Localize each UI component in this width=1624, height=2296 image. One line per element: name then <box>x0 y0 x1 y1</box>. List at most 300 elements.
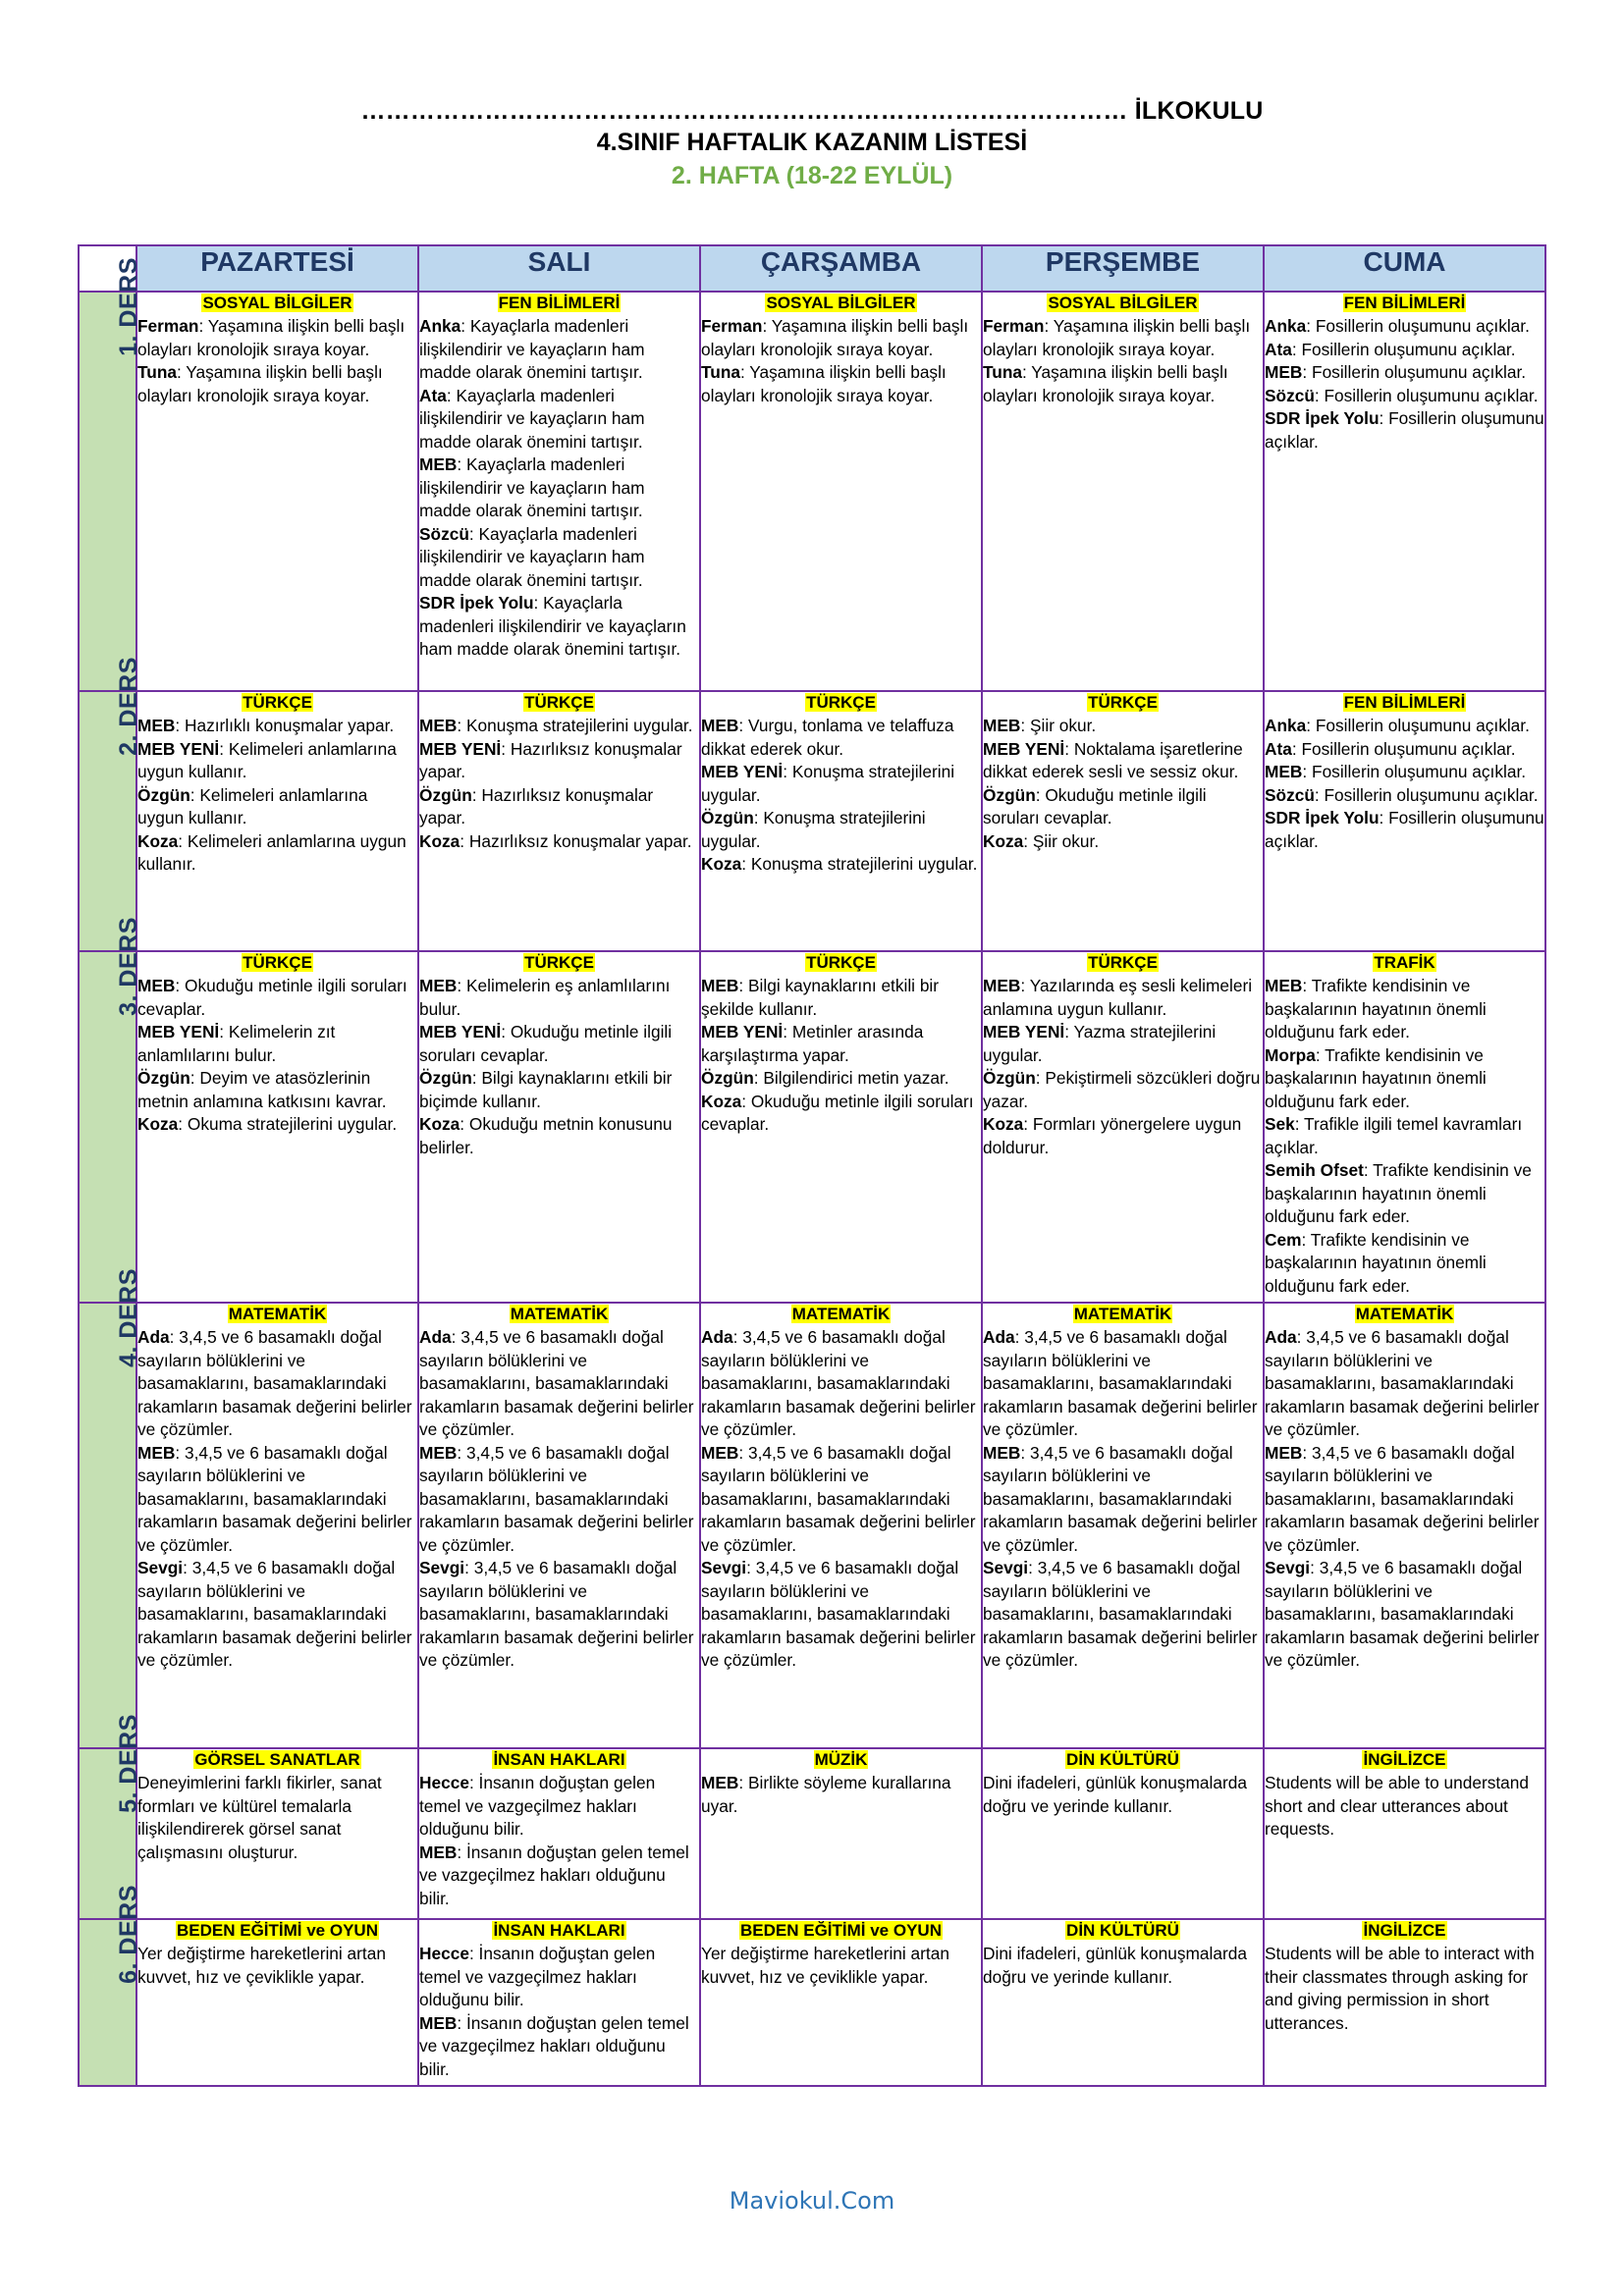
subject-label: MATEMATİK <box>791 1305 891 1323</box>
subject-heading <box>137 692 417 714</box>
subject-heading <box>983 1920 1263 1942</box>
outcome-entry <box>419 1113 699 1159</box>
subject-heading <box>983 692 1263 714</box>
publisher-name: MEB <box>1265 362 1303 382</box>
outcome-entry <box>983 361 1263 407</box>
outcome-text: : Trafikte kendisinin ve başkalarının hayatının önemli olduğunu fark eder. <box>1265 1229 1487 1296</box>
outcome-text: : Yaşamına ilişkin belli başlı olayları kronolojik sıraya koyar. <box>701 316 969 359</box>
outcome-entry <box>419 975 699 1021</box>
publisher-name: MEB YENİ <box>701 762 784 781</box>
outcome-entry <box>701 1091 981 1137</box>
publisher-name: Ada <box>701 1327 733 1347</box>
outcome-text: : Kayaçlarla madenleri ilişkilendirir ve kayaçların ham madde olarak önemini tartışır. <box>419 385 645 452</box>
outcome-text: : Kelimeleri anlamlarına uygun kullanır. <box>137 784 368 828</box>
outcome-entry <box>137 738 417 784</box>
outcome-entry <box>983 1943 1263 1989</box>
outcome-entry <box>701 1557 981 1673</box>
lesson-cell <box>136 292 418 691</box>
lesson-label: 5. DERS <box>114 1714 142 1813</box>
publisher-name: Ferman <box>701 316 763 336</box>
subject-label: BEDEN EĞİTİMİ ve OYUN <box>177 1921 378 1940</box>
outcome-text: : Bilgi kaynaklarını etkili bir biçimde kullanır. <box>419 1068 673 1111</box>
subject-label: SOSYAL BİLGİLER <box>766 294 916 312</box>
publisher-name: Koza <box>137 1114 179 1134</box>
outcome-text: : Kayaçlarla madenleri ilişkilendirir ve kayaçların ham madde olarak önemini tartışır. <box>419 454 645 520</box>
outcome-entry <box>137 1326 417 1442</box>
lesson-cell <box>982 1748 1264 1919</box>
subject-heading <box>137 952 417 974</box>
subject-label: TÜRKÇE <box>524 693 594 712</box>
outcome-text: : Fosillerin oluşumunu açıklar. <box>1314 385 1539 405</box>
lesson-row-header <box>79 1268 142 1748</box>
day-header-tuesday: SALI <box>418 245 700 292</box>
outcome-text: : Birlikte söyleme kurallarına uyar. <box>701 1773 951 1816</box>
outcome-text: : 3,4,5 ve 6 basamaklı doğal sayıların bölüklerini ve basamaklarını, basamaklarındaki rakamların basamak değerini belirler ve çözümler. <box>983 1442 1258 1555</box>
publisher-name: MEB <box>1265 1442 1303 1463</box>
outcome-text: : Kelimelerin eş anlamlılarını bulur. <box>419 976 671 1019</box>
outcome-text: : Trafikte kendisinin ve başkalarının hayatının önemli olduğunu fark eder. <box>1265 1044 1487 1111</box>
lesson-cell <box>418 292 700 691</box>
subject-label: TÜRKÇE <box>806 693 876 712</box>
outcome-entry <box>1265 1044 1544 1114</box>
publisher-name: Hecce <box>419 1773 469 1792</box>
lesson-cell <box>700 951 982 1303</box>
outcome-entry <box>983 975 1263 1021</box>
subject-label: TÜRKÇE <box>1088 953 1158 972</box>
outcome-entry <box>983 1326 1263 1442</box>
subject-label: TÜRKÇE <box>806 953 876 972</box>
subject-heading <box>1265 1304 1544 1325</box>
lesson-row <box>79 1748 1545 1919</box>
subject-heading <box>1265 952 1544 974</box>
lesson-cell <box>700 1919 982 2086</box>
publisher-name: Özgün <box>137 1068 190 1088</box>
publisher-name: Morpa <box>1265 1044 1316 1065</box>
outcome-entry <box>137 1021 417 1067</box>
lesson-cell <box>1264 292 1545 691</box>
outcome-text: : Hazırlıksız konuşmalar yapar. <box>460 830 692 851</box>
lesson-cell <box>700 292 982 691</box>
outcome-entry <box>1265 715 1544 738</box>
publisher-name: MEB <box>983 716 1021 735</box>
lesson-cell <box>1264 951 1545 1303</box>
outcome-entry <box>419 830 699 854</box>
outcome-entry <box>983 1442 1263 1558</box>
outcome-text: : Trafikte kendisinin ve başkalarının hayatının önemli olduğunu fark eder. <box>1265 1160 1532 1226</box>
outcome-text: : Fosillerin oluşumunu açıklar. <box>1291 738 1516 759</box>
publisher-name: SDR İpek Yolu <box>419 593 534 613</box>
subject-heading <box>983 293 1263 314</box>
publisher-name: MEB <box>419 716 458 735</box>
publisher-name: Özgün <box>983 784 1036 805</box>
outcome-entry <box>419 315 699 385</box>
publisher-name: MEB <box>419 1842 458 1862</box>
outcome-text: : Okuduğu metnin konusunu belirler. <box>419 1114 673 1157</box>
subject-label: SOSYAL BİLGİLER <box>1048 294 1198 312</box>
subject-heading <box>983 952 1263 974</box>
outcome-text: Yer değiştirme hareketlerini artan kuvvet, hız ve çeviklikle yapar. <box>701 1944 949 1987</box>
lesson-label: 2. DERS <box>114 657 142 756</box>
outcome-text: : 3,4,5 ve 6 basamaklı doğal sayıların bölüklerini ve basamaklarını, basamaklarındaki rakamların basamak değerini belirler ve çözümler. <box>983 1558 1258 1670</box>
subject-label: İNGİLİZCE <box>1363 1750 1446 1769</box>
outcome-entry <box>419 1326 699 1442</box>
lesson-row-header <box>79 917 142 1303</box>
outcome-text: : Konuşma stratejilerini uygular. <box>701 808 926 851</box>
outcome-entry <box>1265 807 1544 853</box>
outcome-text: : Kelimelerin zıt anlamlılarını bulur. <box>137 1022 336 1065</box>
outcome-entry <box>137 830 417 877</box>
outcome-entry <box>983 715 1263 738</box>
subject-label: MATEMATİK <box>1073 1305 1172 1323</box>
outcome-entry <box>419 592 699 662</box>
outcome-text: Yer değiştirme hareketlerini artan kuvvet, hız ve çeviklikle yapar. <box>137 1944 386 1987</box>
subject-heading <box>419 293 699 314</box>
lesson-row <box>79 1303 1545 1748</box>
outcome-text: : Yaşamına ilişkin belli başlı olayları kronolojik sıraya koyar. <box>701 362 947 405</box>
outcome-entry <box>983 1067 1263 1113</box>
outcome-text: : Vurgu, tonlama ve telaffuza dikkat ederek okur. <box>701 716 954 759</box>
outcome-text: : Konuşma stratejilerini uygular. <box>741 854 978 874</box>
outcome-entry <box>137 1772 417 1864</box>
subject-label: MATEMATİK <box>228 1305 327 1323</box>
outcome-text: : İnsanın doğuştan gelen temel ve vazgeçilmez hakları olduğunu bilir. <box>419 2012 689 2079</box>
publisher-name: Koza <box>983 830 1024 851</box>
lesson-cell <box>982 951 1264 1303</box>
outcome-entry <box>1265 784 1544 808</box>
outcome-text: : Okuduğu metinle ilgili soruları cevaplar. <box>419 1022 673 1065</box>
outcome-text: : Yaşamına ilişkin belli başlı olayları kronolojik sıraya koyar. <box>983 316 1251 359</box>
outcome-entry <box>1265 738 1544 762</box>
lesson-row-header <box>79 657 142 951</box>
subject-heading <box>137 293 417 314</box>
publisher-name: Tuna <box>701 362 740 382</box>
subject-label: SOSYAL BİLGİLER <box>202 294 352 312</box>
lesson-label: 1. DERS <box>114 257 142 356</box>
outcome-entry <box>1265 975 1544 1044</box>
subject-heading <box>419 1920 699 1942</box>
outcome-entry <box>701 761 981 807</box>
outcome-text: : Noktalama işaretlerine dikkat ederek sesli ve sessiz okur. <box>983 738 1243 781</box>
outcome-text: Dini ifadeleri, günlük konuşmalarda doğru ve yerinde kullanır. <box>983 1944 1247 1987</box>
publisher-name: Ada <box>1265 1327 1297 1347</box>
outcome-text: : Kelimeleri anlamlarına uygun kullanır. <box>137 738 397 781</box>
publisher-name: Koza <box>701 1091 742 1111</box>
subject-label: TÜRKÇE <box>243 953 312 972</box>
subject-heading <box>701 952 981 974</box>
outcome-text: : Yaşamına ilişkin belli başlı olayları kronolojik sıraya koyar. <box>983 362 1228 405</box>
outcome-entry <box>701 1067 981 1091</box>
outcome-entry <box>1265 1943 1544 2035</box>
outcome-entry <box>1265 1229 1544 1299</box>
subject-heading <box>983 1304 1263 1325</box>
publisher-name: Özgün <box>419 1068 472 1088</box>
subject-label: MÜZİK <box>814 1750 868 1769</box>
outcome-entry <box>137 1067 417 1113</box>
outcome-text: : Hazırlıksız konuşmalar yapar. <box>419 738 682 781</box>
outcome-entry <box>419 738 699 784</box>
lesson-cell <box>1264 1748 1545 1919</box>
outcome-text: : 3,4,5 ve 6 basamaklı doğal sayıların bölüklerini ve basamaklarını, basamaklarındaki rakamların basamak değerini belirler ve çözümler. <box>137 1442 412 1555</box>
lesson-cell <box>418 691 700 951</box>
subject-label: DİN KÜLTÜRÜ <box>1066 1921 1179 1940</box>
outcome-entry <box>1265 407 1544 454</box>
publisher-name: Sözcü <box>419 523 469 544</box>
publisher-name: Ada <box>983 1327 1015 1347</box>
outcome-entry <box>701 715 981 761</box>
outcome-entry <box>1265 761 1544 784</box>
publisher-name: Koza <box>983 1114 1024 1134</box>
subject-label: FEN BİLİMLERİ <box>498 294 621 312</box>
page-header <box>0 96 1624 192</box>
subject-heading <box>419 692 699 714</box>
outcome-text: : Fosillerin oluşumunu açıklar. <box>1302 762 1527 781</box>
publisher-name: MEB <box>701 716 739 735</box>
subject-heading <box>1265 293 1544 314</box>
day-header-thursday: PERŞEMBE <box>982 245 1264 292</box>
lesson-cell <box>1264 1919 1545 2086</box>
lesson-row <box>79 951 1545 1303</box>
footer-site: Maviokul.Com <box>729 2187 895 2215</box>
publisher-name: Ada <box>137 1327 170 1347</box>
week-label: 2. HAFTA (18-22 EYLÜL) <box>671 162 953 189</box>
outcome-text: : 3,4,5 ve 6 basamaklı doğal sayıların bölüklerini ve basamaklarını, basamaklarındaki rakamların basamak değerini belirler ve çözümler. <box>701 1327 976 1439</box>
publisher-name: Koza <box>701 854 742 874</box>
lesson-row <box>79 292 1545 691</box>
outcome-entry <box>983 315 1263 361</box>
outcome-text: : Kelimeleri anlamlarına uygun kullanır. <box>137 830 406 874</box>
publisher-name: Hecce <box>419 1944 469 1963</box>
subject-label: İNSAN HAKLARI <box>493 1750 625 1769</box>
lesson-cell <box>418 1748 700 1919</box>
publisher-name: Özgün <box>701 1068 754 1088</box>
publisher-name: Sevgi <box>1265 1558 1311 1577</box>
outcome-text: : Yazma stratejilerini uygular. <box>983 1022 1217 1065</box>
outcome-text: : Yaşamına ilişkin belli başlı olayları kronolojik sıraya koyar. <box>137 316 406 359</box>
outcome-entry <box>701 807 981 853</box>
publisher-name: Özgün <box>701 808 754 828</box>
outcome-text: : İnsanın doğuştan gelen temel ve vazgeçilmez hakları olduğunu bilir. <box>419 1842 689 1908</box>
publisher-name: Tuna <box>983 362 1022 382</box>
outcome-text: : Kayaçlarla madenleri ilişkilendirir ve kayaçların ham madde olarak önemini tartışır. <box>419 316 645 382</box>
outcome-text: : Fosillerin oluşumunu açıklar. <box>1265 408 1544 452</box>
publisher-name: MEB YENİ <box>701 1022 784 1041</box>
subject-label: TRAFİK <box>1374 953 1435 972</box>
publisher-name: SDR İpek Yolu <box>1265 808 1380 828</box>
outcome-text: : İnsanın doğuştan gelen temel ve vazgeçilmez hakları olduğunu bilir. <box>419 1773 656 1839</box>
outcome-entry <box>1265 1113 1544 1159</box>
outcome-entry <box>137 1943 417 1989</box>
outcome-entry <box>419 454 699 523</box>
publisher-name: MEB YENİ <box>419 1022 502 1041</box>
outcome-entry <box>701 975 981 1021</box>
outcome-entry <box>701 315 981 361</box>
subject-heading <box>419 952 699 974</box>
outcome-text: : Konuşma stratejilerini uygular. <box>457 716 693 735</box>
outcome-entry <box>419 1021 699 1067</box>
outcome-entry <box>419 715 699 738</box>
outcome-entry <box>701 1772 981 1818</box>
lesson-cell <box>982 1919 1264 2086</box>
outcome-text: : Fosillerin oluşumunu açıklar. <box>1306 316 1530 336</box>
lesson-row-header <box>79 1885 142 2086</box>
subject-heading <box>137 1304 417 1325</box>
outcome-text: : 3,4,5 ve 6 basamaklı doğal sayıların bölüklerini ve basamaklarını, basamaklarındaki rakamların basamak değerini belirler ve çözümler. <box>1265 1558 1540 1670</box>
outcome-entry <box>1265 361 1544 385</box>
outcome-text: : 3,4,5 ve 6 basamaklı doğal sayıların bölüklerini ve basamaklarını, basamaklarındaki rakamların basamak değerini belirler ve çözümler. <box>419 1327 694 1439</box>
lesson-row <box>79 691 1545 951</box>
lesson-cell <box>700 1748 982 1919</box>
subject-heading <box>137 1749 417 1771</box>
outcome-text: : 3,4,5 ve 6 basamaklı doğal sayıların bölüklerini ve basamaklarını, basamaklarındaki rakamların basamak değerini belirler ve çözümler. <box>1265 1327 1540 1439</box>
outcome-text: : Metinler arasında karşılaştırma yapar. <box>701 1022 924 1065</box>
subject-label: TÜRKÇE <box>1088 693 1158 712</box>
outcome-entry <box>1265 1442 1544 1558</box>
publisher-name: MEB <box>419 454 458 474</box>
outcome-text: : Okuduğu metinle ilgili soruları cevaplar. <box>701 1091 974 1134</box>
outcome-entry <box>137 315 417 361</box>
publisher-name: Sözcü <box>1265 385 1315 405</box>
outcome-entry <box>983 830 1263 854</box>
outcome-entry <box>419 523 699 593</box>
publisher-name: Ferman <box>983 316 1045 336</box>
outcome-text: : Fosillerin oluşumunu açıklar. <box>1265 808 1544 851</box>
publisher-name: Sözcü <box>1265 784 1315 805</box>
publisher-name: MEB <box>1265 762 1303 781</box>
outcome-text: Students will be able to understand short and clear utterances about requests. <box>1265 1773 1529 1839</box>
publisher-name: Özgün <box>419 784 472 805</box>
subject-label: FEN BİLİMLERİ <box>1343 693 1466 712</box>
publisher-name: MEB YENİ <box>983 738 1065 759</box>
lesson-label: 3. DERS <box>114 917 142 1016</box>
publisher-name: MEB <box>137 1442 176 1463</box>
subject-heading <box>983 1749 1263 1771</box>
outcome-entry <box>701 1442 981 1558</box>
outcome-text: Students will be able to interact with their classmates through asking for and giving permission in short utterances. <box>1265 1944 1535 2033</box>
publisher-name: MEB <box>701 976 739 995</box>
outcome-entry <box>701 361 981 407</box>
outcome-entry <box>983 1113 1263 1159</box>
publisher-name: Semih Ofset <box>1265 1160 1364 1180</box>
outcome-text: : Trafikte kendisinin ve başkalarının hayatının önemli olduğunu fark eder. <box>1265 976 1487 1041</box>
outcome-entry <box>1265 339 1544 362</box>
publisher-name: MEB <box>983 976 1021 995</box>
outcome-entry <box>419 2012 699 2082</box>
outcome-text: : Fosillerin oluşumunu açıklar. <box>1306 716 1530 735</box>
lesson-cell <box>418 1303 700 1748</box>
outcome-entry <box>983 1557 1263 1673</box>
subject-heading <box>1265 1920 1544 1942</box>
subject-label: DİN KÜLTÜRÜ <box>1066 1750 1179 1769</box>
outcome-text: : Fosillerin oluşumunu açıklar. <box>1314 784 1539 805</box>
lesson-cell <box>418 951 700 1303</box>
subject-label: GÖRSEL SANATLAR <box>194 1750 360 1769</box>
publisher-name: MEB <box>701 1773 739 1792</box>
publisher-name: Sevgi <box>983 1558 1029 1577</box>
outcome-entry <box>419 385 699 454</box>
publisher-name: MEB <box>983 1442 1021 1463</box>
lesson-cell <box>136 1748 418 1919</box>
publisher-name: MEB <box>1265 976 1303 995</box>
publisher-name: Sevgi <box>419 1558 465 1577</box>
outcome-entry <box>1265 1557 1544 1673</box>
outcome-text: : 3,4,5 ve 6 basamaklı doğal sayıların bölüklerini ve basamaklarını, basamaklarındaki rakamların basamak değerini belirler ve çözümler. <box>983 1327 1258 1439</box>
subject-heading <box>419 1304 699 1325</box>
outcome-entry <box>1265 1772 1544 1842</box>
outcome-entry <box>983 738 1263 784</box>
outcome-text: : Fosillerin oluşumunu açıklar. <box>1291 339 1516 359</box>
lesson-row-header <box>79 257 142 691</box>
outcome-entry <box>1265 385 1544 408</box>
lesson-cell <box>982 292 1264 691</box>
publisher-name: MEB YENİ <box>983 1022 1065 1041</box>
outcome-text: : Pekiştirmeli sözcükleri doğru yazar. <box>983 1068 1261 1111</box>
document-title: 4.SINIF HAFTALIK KAZANIM LİSTESİ <box>596 129 1028 156</box>
day-header-row <box>79 245 1545 292</box>
lesson-cell <box>1264 691 1545 951</box>
outcome-text: : Okuduğu metinle ilgili soruları cevaplar. <box>137 976 407 1019</box>
subject-heading <box>701 692 981 714</box>
outcome-text: : Bilgilendirici metin yazar. <box>753 1068 949 1088</box>
outcome-text: : Yaşamına ilişkin belli başlı olayları kronolojik sıraya koyar. <box>137 362 383 405</box>
outcome-entry <box>137 715 417 738</box>
publisher-name: Sevgi <box>701 1558 747 1577</box>
outcome-text: Deneyimlerini farklı fikirler, sanat formları ve kültürel temalarla ilişkilendirerek görsel sanat çalışmasını oluşturur. <box>137 1773 382 1862</box>
publisher-name: Koza <box>419 830 460 851</box>
subject-label: TÜRKÇE <box>524 953 594 972</box>
publisher-name: MEB <box>419 976 458 995</box>
publisher-name: Koza <box>137 830 179 851</box>
publisher-name: MEB <box>701 1442 739 1463</box>
subject-heading <box>701 293 981 314</box>
outcome-text: : 3,4,5 ve 6 basamaklı doğal sayıların bölüklerini ve basamaklarını, basamaklarındaki rakamların basamak değerini belirler ve çözümler. <box>137 1558 412 1670</box>
subject-label: İNGİLİZCE <box>1363 1921 1446 1940</box>
outcome-text: : Şiir okur. <box>1020 716 1097 735</box>
outcome-text: : Kayaçlarla madenleri ilişkilendirir ve kayaçların ham madde olarak önemini tartışır. <box>419 593 686 659</box>
publisher-name: Ada <box>419 1327 452 1347</box>
publisher-name: MEB <box>137 976 176 995</box>
subject-heading <box>419 1749 699 1771</box>
publisher-name: Sevgi <box>137 1558 184 1577</box>
outcome-text: : 3,4,5 ve 6 basamaklı doğal sayıların bölüklerini ve basamaklarını, basamaklarındaki rakamların basamak değerini belirler ve çözümler. <box>701 1442 976 1555</box>
outcome-entry <box>419 1557 699 1673</box>
outcome-text: : Şiir okur. <box>1023 830 1100 851</box>
outcome-entry <box>701 1326 981 1442</box>
publisher-name: Anka <box>1265 716 1307 735</box>
outcome-entry <box>1265 1326 1544 1442</box>
outcome-entry <box>419 1943 699 2012</box>
lesson-row <box>79 1919 1545 2086</box>
outcome-entry <box>137 975 417 1021</box>
lesson-cell <box>136 1919 418 2086</box>
lesson-label: 4. DERS <box>114 1268 142 1367</box>
publisher-name: MEB YENİ <box>137 1022 220 1041</box>
publisher-name: MEB YENİ <box>137 738 220 759</box>
weekly-schedule-table <box>78 244 1546 2087</box>
outcome-text: : Hazırlıksız konuşmalar yapar. <box>419 784 654 828</box>
outcome-entry <box>983 784 1263 830</box>
subject-heading <box>1265 1749 1544 1771</box>
publisher-name: Anka <box>1265 316 1307 336</box>
publisher-name: MEB YENİ <box>419 738 502 759</box>
subject-label: MATEMATİK <box>1355 1305 1454 1323</box>
publisher-name: Özgün <box>983 1068 1036 1088</box>
lesson-cell <box>982 1303 1264 1748</box>
lesson-cell <box>700 691 982 951</box>
outcome-text: : 3,4,5 ve 6 basamaklı doğal sayıların bölüklerini ve basamaklarını, basamaklarındaki rakamların basamak değerini belirler ve çözümler. <box>419 1558 694 1670</box>
outcome-text: : Okuma stratejilerini uygular. <box>178 1114 398 1134</box>
publisher-name: Anka <box>419 316 461 336</box>
outcome-entry <box>419 1772 699 1842</box>
